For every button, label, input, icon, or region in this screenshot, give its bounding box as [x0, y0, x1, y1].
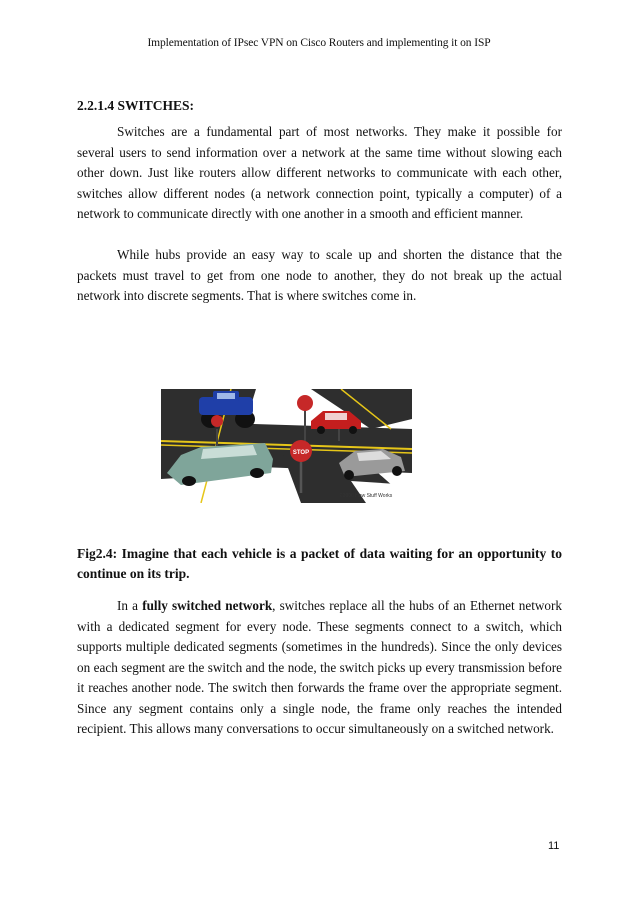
paragraph-text: Switches are a fundamental part of most networks. They make it possible for several users to send information over a network at the same time without slowing each other down. Just like routers allow different networks to communicate with each other, switches allow different nodes (a network connection point, typically a computer) of a network to communicate directly with one another in a smooth and efficient manner.: [77, 124, 562, 221]
paragraph-hubs: [77, 245, 562, 307]
figure-caption: Fig2.4: Imagine that each vehicle is a packet of data waiting for an opportunity to continue on its trip.: [77, 546, 562, 581]
figure-copyright: ©2000 How Stuff Works: [339, 493, 393, 499]
stop-sign-label: STOP: [292, 450, 310, 456]
stop-sign: [211, 415, 223, 427]
intersection-illustration: [161, 389, 412, 503]
paragraph-fully-switched: [77, 596, 562, 740]
paragraph-text: , switches replace all the hubs of an Ethernet network with a dedicated segment for every node. These segments connect to a switch, which supports multiple dedicated segments (sometimes in the hundreds). Since the only devices on each segment are the switch and the node, the switch picks up every transmission before it reaches another node. The switch then forwards the frame over the appropriate segment. Since any segment contains only a single node, the frame only reaches the intended recipient. This allows many conversations to occur simultaneously on a switched network.: [77, 598, 562, 736]
section-heading: 2.2.1.4 SWITCHES:: [77, 98, 195, 113]
running-header: Implementation of IPsec VPN on Cisco Routers and implementing it on ISP: [147, 37, 491, 49]
page-number: 11: [548, 840, 560, 852]
paragraph-switches-intro: [77, 122, 562, 225]
figure-intersection-illustration: [161, 389, 412, 503]
paragraph-lead: In a: [117, 598, 143, 613]
term-fully-switched-network: fully switched network: [142, 598, 273, 613]
stop-sign: [297, 395, 313, 411]
paragraph-text: While hubs provide an easy way to scale up and shorten the distance that the packets must travel to get from one node to another, they do not break up the actual network into discrete segments. That is where switches come in.: [77, 247, 562, 303]
